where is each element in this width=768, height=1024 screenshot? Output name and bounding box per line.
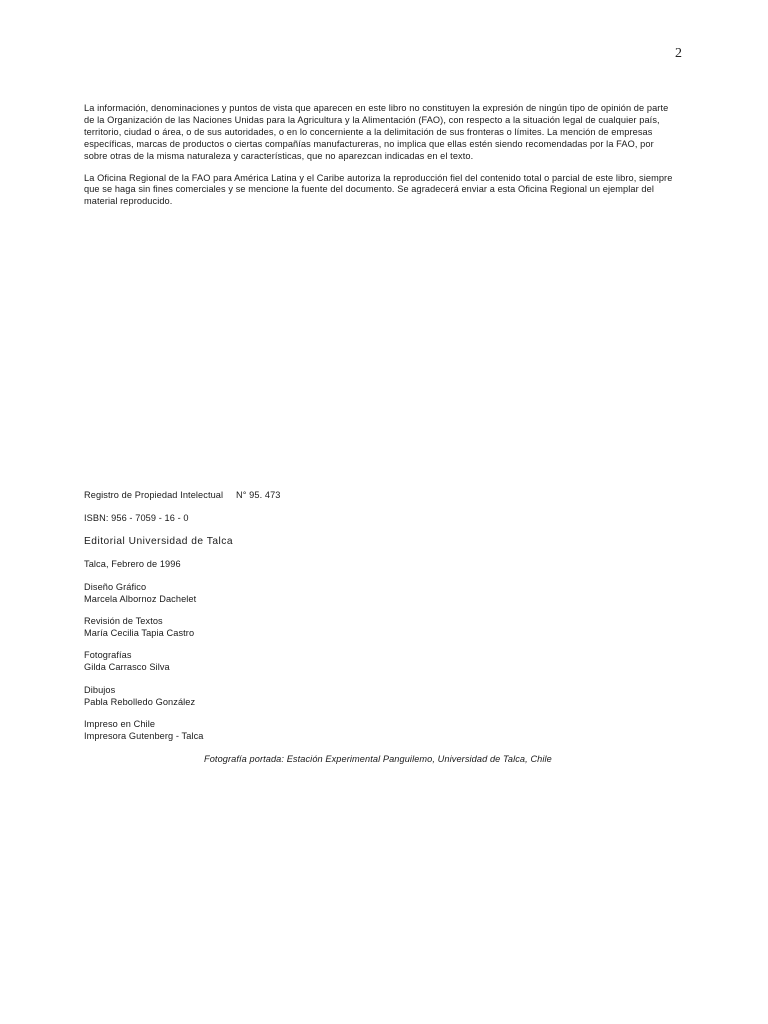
registro-number: N° 95. 473 (236, 490, 281, 500)
cover-photo-caption: Fotografía portada: Estación Experimental Panguilemo, Universidad de Talca, Chile (204, 754, 552, 764)
credit-drawings (84, 685, 195, 709)
credit-name: Gilda Carrasco Silva (84, 661, 170, 672)
credit-name: Pabla Rebolledo González (84, 696, 196, 707)
page-number: 2 (675, 46, 682, 61)
disclaimer-paragraph-reproduction: La Oficina Regional de la FAO para América Latina y el Caribe autoriza la reproducción fiel del contenido total o parcial de este libro, siempre que se haga sin fines comerciales y se mencione la fuente del documento. Se agradecerá enviar a esta Oficina Regional un ejemplar del material reproducido. (84, 172, 673, 207)
credit-name: Impresora Gutenberg - Talca (84, 730, 204, 741)
registro-line (84, 490, 281, 502)
credit-title: Revisión de Textos (84, 616, 163, 626)
credit-title: Impreso en Chile (84, 719, 156, 729)
publication-date: Talca, Febrero de 1996 (84, 559, 181, 569)
credit-printing (84, 719, 203, 743)
credit-title: Dibujos (84, 685, 116, 695)
credit-title: Diseño Gráfico (84, 582, 147, 592)
credit-title: Fotografías (84, 650, 132, 660)
disclaimer-block (84, 103, 676, 218)
credit-name: Marcela Albornoz Dachelet (84, 593, 197, 604)
publisher: Editorial Universidad de Talca (84, 536, 234, 547)
registro-label: Registro de Propiedad Intelectual (84, 490, 224, 500)
disclaimer-paragraph-fao: La información, denominaciones y puntos de vista que aparecen en este libro no constituyen la expresión de ningún tipo de opinión de parte de la Organización de las Naciones Unidas para la Agricultura y la Alimentación (FAO), con respecto a la situación legal de cualquier país, territorio, ciudad o área, o de sus autoridades, o en lo concerniente a la delimitación de sus fronteras o límites. La mención de empresas específicas, marcas de productos o ciertas compañías manufactureras, no implica que ellas estén siendo recomendadas por la FAO, por sobre otras de la misma naturaleza y características, que no aparezcan indicadas en el texto. (84, 103, 669, 161)
isbn: ISBN: 956 - 7059 - 16 - 0 (84, 513, 189, 523)
credit-name: María Cecilia Tapia Castro (84, 627, 195, 638)
credit-graphic-design (84, 582, 196, 606)
credit-photography (84, 650, 170, 674)
credit-text-revision (84, 616, 194, 640)
